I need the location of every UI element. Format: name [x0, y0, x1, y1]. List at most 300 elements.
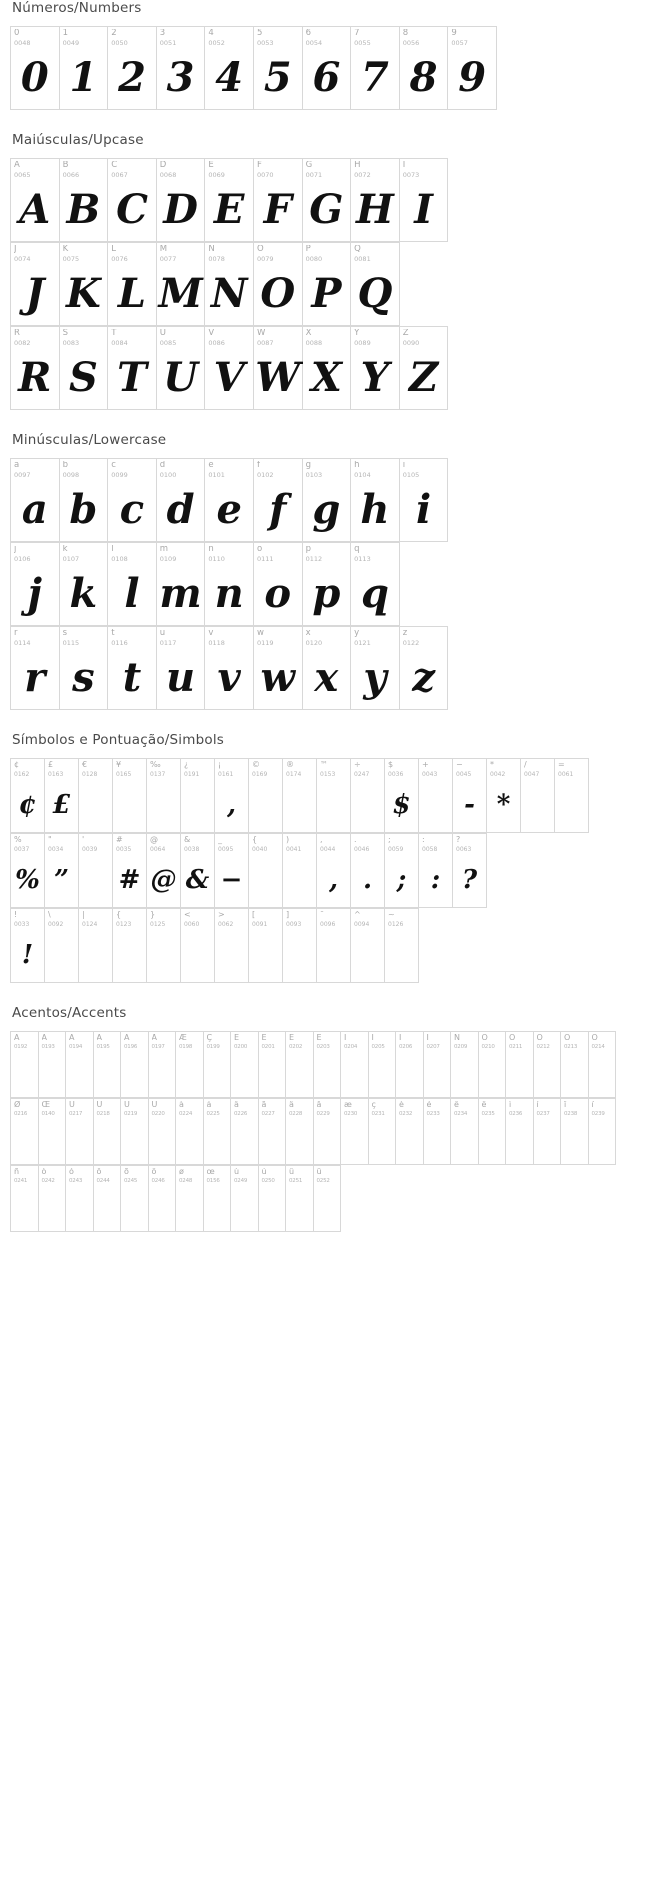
glyph-preview	[424, 1051, 451, 1097]
glyph-cell[interactable]	[400, 327, 449, 410]
glyph-preview: S	[68, 354, 98, 401]
glyph-cell[interactable]	[400, 459, 449, 542]
glyph-cell[interactable]	[45, 909, 79, 983]
glyph-cell[interactable]	[351, 834, 385, 908]
glyph-char-label: ¿	[184, 761, 189, 769]
glyph-code-label: 0075	[62, 255, 80, 263]
glyph-cell[interactable]	[66, 1032, 94, 1098]
glyph-cell[interactable]	[303, 243, 352, 326]
glyph-cell[interactable]	[94, 1166, 122, 1232]
glyph-cell[interactable]	[60, 627, 109, 710]
glyph-cell[interactable]	[157, 543, 206, 626]
glyph-char-label: Ä	[124, 1034, 130, 1042]
glyph-cell[interactable]	[400, 627, 449, 710]
glyph-cell[interactable]	[341, 1099, 369, 1165]
glyph-cell[interactable]	[108, 327, 157, 410]
glyph-cell[interactable]	[424, 1032, 452, 1098]
glyph-cell[interactable]	[231, 1032, 259, 1098]
glyph-meta	[424, 1099, 451, 1118]
glyph-char-label: ú	[261, 1168, 267, 1176]
glyph-char-label: K	[62, 245, 69, 254]
glyph-cell[interactable]	[11, 159, 60, 242]
glyph-cell[interactable]	[157, 327, 206, 410]
glyph-preview	[11, 1118, 38, 1164]
glyph-meta	[249, 909, 282, 928]
glyph-cell[interactable]	[113, 909, 147, 983]
glyph-cell[interactable]	[283, 759, 317, 833]
glyph-char-label: C	[111, 161, 118, 170]
glyph-cell[interactable]	[303, 159, 352, 242]
glyph-cell[interactable]	[147, 759, 181, 833]
glyph-cell[interactable]	[249, 759, 283, 833]
glyph-cell[interactable]	[176, 1099, 204, 1165]
glyph-cell[interactable]	[254, 327, 303, 410]
glyph-cell[interactable]	[400, 159, 449, 242]
glyph-code-label: 0084	[111, 339, 128, 347]
glyph-preview: #	[118, 865, 141, 895]
glyph-cell[interactable]	[149, 1099, 177, 1165]
glyph-cell[interactable]	[121, 1032, 149, 1098]
glyph-cell[interactable]	[561, 1032, 589, 1098]
glyph-meta	[157, 159, 205, 179]
glyph-cell[interactable]	[60, 327, 109, 410]
glyph-cell[interactable]	[317, 909, 351, 983]
glyph-cell[interactable]	[11, 834, 45, 908]
glyph-cell[interactable]	[385, 759, 419, 833]
glyph-cell[interactable]	[108, 243, 157, 326]
glyph-cell[interactable]	[561, 1099, 589, 1165]
glyph-cell[interactable]	[351, 759, 385, 833]
glyph-preview	[94, 1051, 121, 1097]
glyph-cell[interactable]	[231, 1166, 259, 1232]
glyph-cell[interactable]	[60, 243, 109, 326]
glyph-cell[interactable]	[157, 459, 206, 542]
glyph-cell[interactable]	[176, 1166, 204, 1232]
glyph-meta	[181, 759, 214, 778]
glyph-meta	[121, 1099, 148, 1118]
glyph-cell[interactable]	[45, 759, 79, 833]
glyph-code-label: 0106	[14, 555, 31, 563]
glyph-code-label: 0220	[151, 1111, 165, 1117]
glyph-char-label: ê	[454, 1101, 459, 1109]
glyph-preview: e	[216, 486, 242, 533]
glyph-meta	[157, 243, 205, 263]
glyph-cell[interactable]	[157, 27, 206, 110]
glyph-preview	[94, 1185, 121, 1231]
glyph-cell[interactable]	[39, 1166, 67, 1232]
glyph-cell[interactable]	[11, 1032, 39, 1098]
glyph-cell[interactable]	[341, 1032, 369, 1098]
glyph-cell[interactable]	[60, 459, 109, 542]
glyph-cell[interactable]	[79, 909, 113, 983]
glyph-char-label: $	[388, 761, 394, 769]
glyph-cell[interactable]	[147, 909, 181, 983]
glyph-code-label: 0243	[69, 1178, 83, 1184]
glyph-meta	[66, 1032, 93, 1051]
glyph-cell[interactable]	[205, 243, 254, 326]
glyph-meta	[254, 27, 302, 47]
glyph-preview	[231, 1051, 258, 1097]
glyph-cell[interactable]	[351, 27, 400, 110]
glyph-preview: !	[21, 940, 34, 970]
glyph-cell[interactable]	[45, 834, 79, 908]
glyph-cell[interactable]	[205, 627, 254, 710]
glyph-cell[interactable]	[286, 1032, 314, 1098]
glyph-cell[interactable]	[351, 909, 385, 983]
glyph-cell[interactable]	[113, 759, 147, 833]
glyph-meta	[419, 759, 452, 778]
glyph-meta	[369, 1032, 396, 1051]
glyph-cell[interactable]	[451, 1099, 479, 1165]
glyph-code-label: 0067	[111, 171, 128, 179]
glyph-cell[interactable]	[94, 1032, 122, 1098]
glyph-cell[interactable]	[506, 1032, 534, 1098]
glyph-cell[interactable]	[176, 1032, 204, 1098]
glyph-preview	[534, 1118, 561, 1164]
glyph-char-label: Õ	[564, 1034, 571, 1042]
glyph-code-label: 0079	[256, 255, 274, 263]
glyph-preview: Z	[408, 354, 439, 401]
glyph-preview	[589, 1051, 616, 1097]
glyph-cell[interactable]	[396, 1032, 424, 1098]
glyph-cell[interactable]	[400, 27, 449, 110]
glyph-meta	[254, 543, 302, 563]
glyph-cell[interactable]	[205, 327, 254, 410]
glyph-meta	[66, 1166, 93, 1185]
glyph-grid-row	[10, 26, 497, 110]
glyph-cell[interactable]	[205, 543, 254, 626]
glyph-cell[interactable]	[506, 1099, 534, 1165]
glyph-cell[interactable]	[181, 834, 215, 908]
glyph-cell[interactable]	[385, 909, 419, 983]
glyph-char-label: œ	[206, 1168, 215, 1176]
glyph-cell[interactable]	[479, 1099, 507, 1165]
glyph-code-label: 0226	[234, 1111, 248, 1117]
glyph-char-label: É	[261, 1034, 267, 1042]
glyph-cell[interactable]	[385, 834, 419, 908]
glyph-char-label: N	[208, 245, 215, 254]
glyph-preview: O	[260, 270, 296, 317]
glyph-code-label: 0219	[124, 1111, 138, 1117]
glyph-cell[interactable]	[369, 1099, 397, 1165]
glyph-cell[interactable]	[60, 27, 109, 110]
glyph-cell[interactable]	[283, 834, 317, 908]
glyph-code-label: 0086	[208, 339, 225, 347]
glyph-preview	[286, 1118, 313, 1164]
glyph-cell[interactable]	[11, 459, 60, 542]
glyph-meta	[45, 909, 78, 928]
glyph-cell[interactable]	[351, 159, 400, 242]
glyph-cell[interactable]	[11, 1166, 39, 1232]
glyph-code-label: 0058	[422, 846, 438, 853]
glyph-cell[interactable]	[451, 1032, 479, 1098]
glyph-cell[interactable]	[94, 1099, 122, 1165]
glyph-code-label: 0054	[305, 39, 323, 47]
glyph-cell[interactable]	[254, 627, 303, 710]
glyph-cell[interactable]	[521, 759, 555, 833]
glyph-cell[interactable]	[351, 327, 400, 410]
glyph-preview: B	[66, 186, 101, 233]
glyph-code-label: 0197	[151, 1044, 165, 1050]
glyph-cell[interactable]	[259, 1166, 287, 1232]
glyph-cell[interactable]	[79, 834, 113, 908]
glyph-cell[interactable]	[314, 1099, 342, 1165]
glyph-cell[interactable]	[254, 543, 303, 626]
glyph-cell[interactable]	[108, 459, 157, 542]
glyph-cell[interactable]	[66, 1166, 94, 1232]
glyph-cell[interactable]	[314, 1166, 342, 1232]
glyph-code-label: 0125	[150, 921, 166, 928]
glyph-preview	[39, 1185, 66, 1231]
glyph-cell[interactable]	[555, 759, 589, 833]
glyph-meta	[205, 543, 253, 563]
glyph-char-label: Y	[354, 329, 360, 338]
glyph-cell[interactable]	[39, 1032, 67, 1098]
glyph-cell[interactable]	[589, 1032, 617, 1098]
glyph-cell[interactable]	[286, 1099, 314, 1165]
glyph-char-label: A	[14, 161, 20, 170]
glyph-preview	[66, 1118, 93, 1164]
glyph-cell[interactable]	[396, 1099, 424, 1165]
glyph-cell[interactable]	[317, 834, 351, 908]
glyph-meta	[351, 459, 399, 479]
glyph-cell[interactable]	[181, 909, 215, 983]
glyph-cell[interactable]	[254, 159, 303, 242]
glyph-cell[interactable]	[448, 27, 497, 110]
glyph-cell[interactable]	[259, 1032, 287, 1098]
glyph-cell[interactable]	[204, 1099, 232, 1165]
glyph-cell[interactable]	[204, 1166, 232, 1232]
glyph-code-label: 0098	[62, 471, 80, 479]
glyph-preview: q	[360, 570, 389, 617]
glyph-meta	[259, 1032, 286, 1051]
glyph-meta	[39, 1099, 66, 1118]
glyph-cell[interactable]	[249, 834, 283, 908]
glyph-code-label: 0047	[524, 771, 540, 778]
glyph-char-label: _	[218, 836, 222, 844]
glyph-code-label: 0090	[402, 339, 420, 347]
glyph-code-label: 0174	[286, 771, 302, 778]
glyph-cell[interactable]	[66, 1099, 94, 1165]
glyph-cell[interactable]	[11, 243, 60, 326]
glyph-meta	[534, 1099, 561, 1118]
glyph-cell[interactable]	[157, 627, 206, 710]
glyph-meta	[424, 1032, 451, 1051]
glyph-cell[interactable]	[419, 834, 453, 908]
glyph-cell[interactable]	[303, 27, 352, 110]
glyph-meta	[506, 1099, 533, 1118]
glyph-meta	[254, 627, 302, 647]
glyph-preview: 9	[458, 54, 487, 101]
glyph-char-label: y	[354, 629, 360, 638]
glyph-cell[interactable]	[254, 459, 303, 542]
glyph-cell[interactable]	[259, 1099, 287, 1165]
glyph-code-label: 0120	[305, 639, 323, 647]
glyph-cell[interactable]	[231, 1099, 259, 1165]
glyph-preview: ,	[328, 865, 339, 895]
glyph-meta	[283, 759, 316, 778]
glyph-cell[interactable]	[157, 243, 206, 326]
glyph-preview: N	[210, 270, 248, 317]
glyph-meta	[11, 159, 59, 179]
glyph-char-label: Ø	[14, 1101, 21, 1109]
page-bottom-spacer	[0, 1254, 661, 1294]
glyph-cell[interactable]	[121, 1166, 149, 1232]
glyph-preview: W	[255, 354, 301, 401]
glyph-cell[interactable]	[215, 909, 249, 983]
glyph-cell[interactable]	[108, 27, 157, 110]
glyph-meta	[79, 759, 112, 778]
glyph-meta	[303, 27, 351, 47]
glyph-preview	[149, 1051, 176, 1097]
glyph-code-label: 0225	[206, 1111, 220, 1117]
glyph-char-label: 9	[451, 29, 457, 38]
glyph-cell[interactable]	[60, 543, 109, 626]
glyph-char-label: :	[422, 836, 425, 844]
glyph-code-label: 0238	[564, 1111, 578, 1117]
glyph-meta	[149, 1032, 176, 1051]
glyph-cell[interactable]	[11, 327, 60, 410]
glyph-meta	[561, 1032, 588, 1051]
glyph-cell[interactable]	[351, 243, 400, 326]
glyph-cell[interactable]	[534, 1032, 562, 1098]
glyph-code-label: 0057	[451, 39, 468, 47]
glyph-meta	[351, 909, 384, 928]
glyph-char-label: Œ	[41, 1101, 51, 1109]
glyph-cell[interactable]	[479, 1032, 507, 1098]
glyph-cell[interactable]	[205, 27, 254, 110]
glyph-cell[interactable]	[11, 543, 60, 626]
glyph-cell[interactable]	[11, 27, 60, 110]
glyph-code-label: 0072	[354, 171, 371, 179]
glyph-cell[interactable]	[286, 1166, 314, 1232]
glyph-char-label: c	[111, 461, 116, 470]
glyph-meta	[317, 909, 350, 928]
glyph-preview	[419, 778, 452, 832]
glyph-preview: t	[122, 654, 142, 701]
glyph-char-label: Ñ	[454, 1034, 460, 1042]
glyph-cell[interactable]	[11, 627, 60, 710]
glyph-cell[interactable]	[487, 759, 521, 833]
glyph-meta	[60, 459, 108, 479]
glyph-cell[interactable]	[108, 159, 157, 242]
glyph-char-label: Q	[354, 245, 361, 254]
glyph-meta	[351, 159, 399, 179]
glyph-cell[interactable]	[303, 327, 352, 410]
glyph-char-label: n	[208, 545, 214, 554]
glyph-cell[interactable]	[453, 834, 487, 908]
glyph-cell[interactable]	[453, 759, 487, 833]
glyph-code-label: 0099	[111, 471, 128, 479]
glyph-char-label: 2	[111, 29, 117, 38]
glyph-code-label: 0203	[316, 1044, 330, 1050]
glyph-char-label: ;	[388, 836, 391, 844]
glyph-meta	[60, 327, 108, 347]
glyph-code-label: 0216	[14, 1111, 28, 1117]
glyph-preview: −	[220, 865, 243, 895]
glyph-cell[interactable]	[303, 627, 352, 710]
glyph-cell[interactable]	[254, 27, 303, 110]
glyph-preview: c	[119, 486, 145, 533]
glyph-cell[interactable]	[205, 159, 254, 242]
glyph-cell[interactable]	[419, 759, 453, 833]
glyph-cell[interactable]	[149, 1032, 177, 1098]
glyph-meta	[231, 1166, 258, 1185]
glyph-char-label: å	[316, 1101, 322, 1109]
glyph-cell[interactable]	[147, 834, 181, 908]
glyph-cell[interactable]	[79, 759, 113, 833]
glyph-cell[interactable]	[11, 909, 45, 983]
glyph-char-label: T	[111, 329, 117, 338]
glyph-cell[interactable]	[317, 759, 351, 833]
glyph-preview	[121, 1051, 148, 1097]
glyph-cell[interactable]	[215, 834, 249, 908]
glyph-code-label: 0239	[591, 1111, 605, 1117]
glyph-char-label: 5	[256, 29, 263, 38]
glyph-cell[interactable]	[215, 759, 249, 833]
glyph-cell[interactable]	[249, 909, 283, 983]
glyph-cell[interactable]	[157, 159, 206, 242]
glyph-code-label: 0124	[82, 921, 98, 928]
glyph-char-label: |	[82, 911, 85, 919]
glyph-meta	[205, 27, 253, 47]
glyph-code-label: 0230	[344, 1111, 358, 1117]
glyph-char-label: ]	[286, 911, 290, 919]
glyph-cell[interactable]	[205, 459, 254, 542]
glyph-meta	[400, 459, 448, 479]
glyph-char-label: 7	[354, 29, 360, 38]
glyph-cell[interactable]	[204, 1032, 232, 1098]
glyph-char-label: '	[82, 836, 85, 844]
glyph-cell[interactable]	[589, 1099, 617, 1165]
glyph-cell[interactable]	[351, 543, 400, 626]
glyph-cell[interactable]	[254, 243, 303, 326]
glyph-cell[interactable]	[314, 1032, 342, 1098]
glyph-cell[interactable]	[303, 459, 352, 542]
glyph-code-label: 0074	[14, 255, 31, 263]
glyph-cell[interactable]	[303, 543, 352, 626]
glyph-cell[interactable]	[11, 1099, 39, 1165]
glyph-cell[interactable]	[121, 1099, 149, 1165]
glyph-grid-row	[10, 242, 400, 326]
glyph-meta	[453, 759, 486, 778]
glyph-cell[interactable]	[113, 834, 147, 908]
glyph-cell[interactable]	[149, 1166, 177, 1232]
glyph-cell[interactable]	[351, 459, 400, 542]
glyph-char-label: .	[354, 836, 357, 844]
glyph-cell[interactable]	[60, 159, 109, 242]
glyph-cell[interactable]	[11, 759, 45, 833]
glyph-cell[interactable]	[181, 759, 215, 833]
glyph-cell[interactable]	[369, 1032, 397, 1098]
glyph-meta	[157, 627, 205, 647]
glyph-cell[interactable]	[108, 627, 157, 710]
glyph-cell[interactable]	[283, 909, 317, 983]
glyph-meta	[487, 759, 520, 778]
glyph-char-label: I	[402, 161, 406, 170]
glyph-code-label: 0066	[62, 171, 80, 179]
glyph-meta	[157, 27, 205, 47]
glyph-meta	[254, 243, 302, 263]
glyph-cell[interactable]	[534, 1099, 562, 1165]
glyph-preview	[555, 778, 588, 832]
glyph-char-label: S	[62, 329, 68, 338]
glyph-cell[interactable]	[39, 1099, 67, 1165]
glyph-cell[interactable]	[351, 627, 400, 710]
glyph-char-label: G	[305, 161, 313, 170]
glyph-cell[interactable]	[424, 1099, 452, 1165]
glyph-cell[interactable]	[108, 543, 157, 626]
